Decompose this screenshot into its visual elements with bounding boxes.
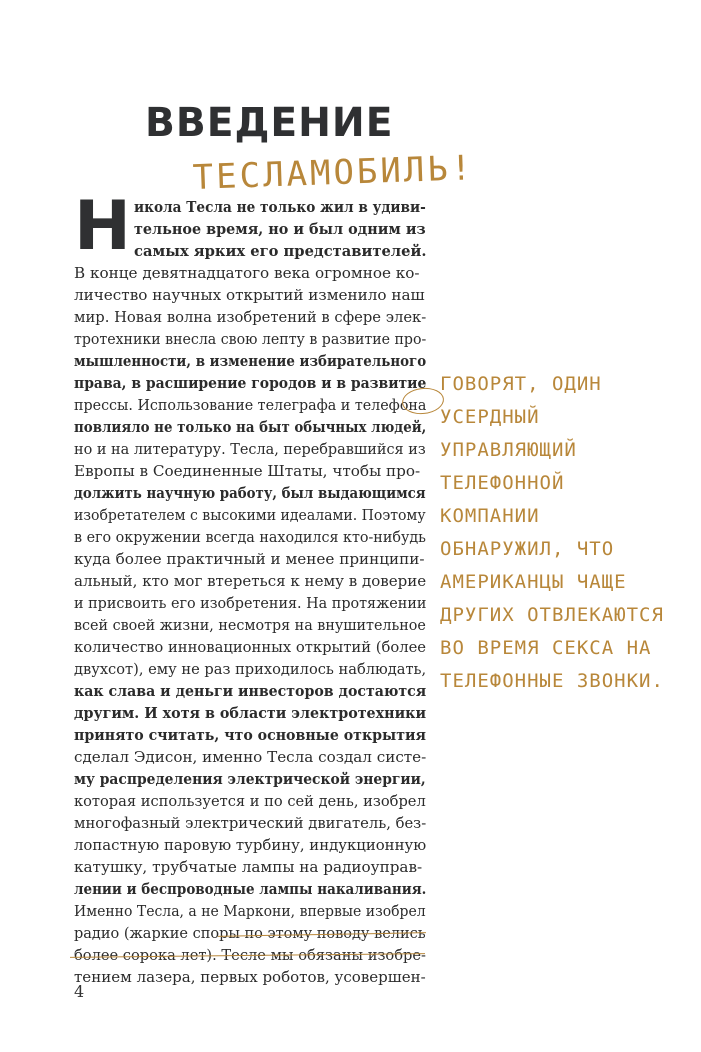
sidenote-line: ГОВОРЯТ, ОДИН — [440, 373, 602, 395]
text-line: изобретателем с высокими идеалами. Поэтому — [74, 506, 426, 524]
text-line: двухсот), ему не раз приходилось наблюдать, — [74, 660, 427, 678]
sidenote-line: ОБНАРУЖИЛ, ЧТО — [440, 538, 615, 560]
text-line: всей своей жизни, несмотря на внушительное — [74, 616, 426, 634]
text-line: должить научную работу, был выдающимся — [74, 484, 426, 502]
drop-cap: Н — [74, 187, 131, 266]
text-line: лении и беспроводные лампы накаливания. — [74, 880, 427, 898]
text-line: сделал Эдисон, именно Тесла создал систе- — [74, 748, 427, 766]
text-line: прессы. Использование телеграфа и телефона — [74, 396, 427, 414]
text-line: права, в расширение городов и в развитие — [74, 374, 427, 392]
sidenote — [440, 368, 698, 698]
sidenote-line: УПРАВЛЯЮЩИЙ — [440, 439, 577, 461]
text-line: икола Тесла не только жил в удиви- — [134, 198, 426, 216]
text-line: катушку, трубчатые лампы на радиоуправ- — [74, 858, 423, 876]
text-line: альный, кто мог втереться к нему в доверие — [74, 572, 427, 590]
text-line: самых ярких его представителей. — [134, 242, 427, 260]
text-line: В конце девятнадцатого века огромное ко- — [74, 264, 420, 282]
text-line: радио (жаркие споры по этому поводу велись — [74, 924, 426, 942]
text-line: которая используется и по сей день, изобрел — [74, 792, 426, 810]
text-line: многофазный электрический двигатель, без- — [74, 814, 427, 832]
text-line: куда более практичный и менее принципи- — [74, 550, 425, 568]
sidenote-line: УСЕРДНЫЙ — [440, 406, 540, 428]
sidenote-line: ТЕЛЕФОННОЙ — [440, 472, 565, 494]
text-line: тением лазера, первых роботов, усовершен- — [74, 968, 426, 986]
text-line: повлияло не только на быт обычных людей, — [74, 418, 427, 436]
text-line: лопастную паровую турбину, индукционную — [74, 836, 427, 854]
text-line: другим. И хотя в области электротехники — [74, 704, 427, 722]
text-line: тельное время, но и был одним из — [134, 220, 426, 238]
text-line: количество инновационных открытий (более — [74, 638, 427, 656]
text-line: му распределения электрической энергии, — [74, 770, 426, 788]
text-line: Именно Тесла, а не Маркони, впервые изобрел — [74, 902, 426, 920]
text-line: и присвоить его изобретения. На протяжении — [74, 594, 427, 612]
text-line: но и на литературу. Тесла, перебравшийся из — [74, 440, 426, 458]
text-line: Европы в Соединенные Штаты, чтобы про- — [74, 462, 421, 480]
handwritten-subtitle: ТЕСЛАМОБИЛЬ! — [192, 148, 475, 198]
sidenote-line: ТЕЛЕФОННЫЕ ЗВОНКИ. — [440, 670, 664, 692]
text-line: принято считать, что основные открытия — [74, 726, 426, 744]
text-line: тротехники внесла свою лепту в развитие про- — [74, 330, 427, 348]
text-line: мир. Новая волна изобретений в сфере элек- — [74, 308, 427, 326]
text-line: как слава и деньги инвесторов достаются — [74, 682, 427, 700]
text-line: более сорока лет). Тесле мы обязаны изобре- — [74, 946, 426, 964]
sidenote-line: АМЕРИКАНЦЫ ЧАЩЕ — [440, 571, 627, 593]
page-number: 4 — [74, 982, 85, 1001]
sidenote-line: ДРУГИХ ОТВЛЕКАЮТСЯ — [440, 604, 664, 626]
sidenote-line: КОМПАНИИ — [440, 505, 540, 527]
sidenote-line: ВО ВРЕМЯ СЕКСА НА — [440, 637, 652, 659]
text-line: мышленности, в изменение избирательного — [74, 352, 427, 370]
chapter-title: ВВЕДЕНИЕ — [145, 100, 394, 146]
text-line: в его окружении всегда находился кто-нибудь — [74, 528, 426, 546]
text-line: личество научных открытий изменило наш — [74, 286, 425, 304]
